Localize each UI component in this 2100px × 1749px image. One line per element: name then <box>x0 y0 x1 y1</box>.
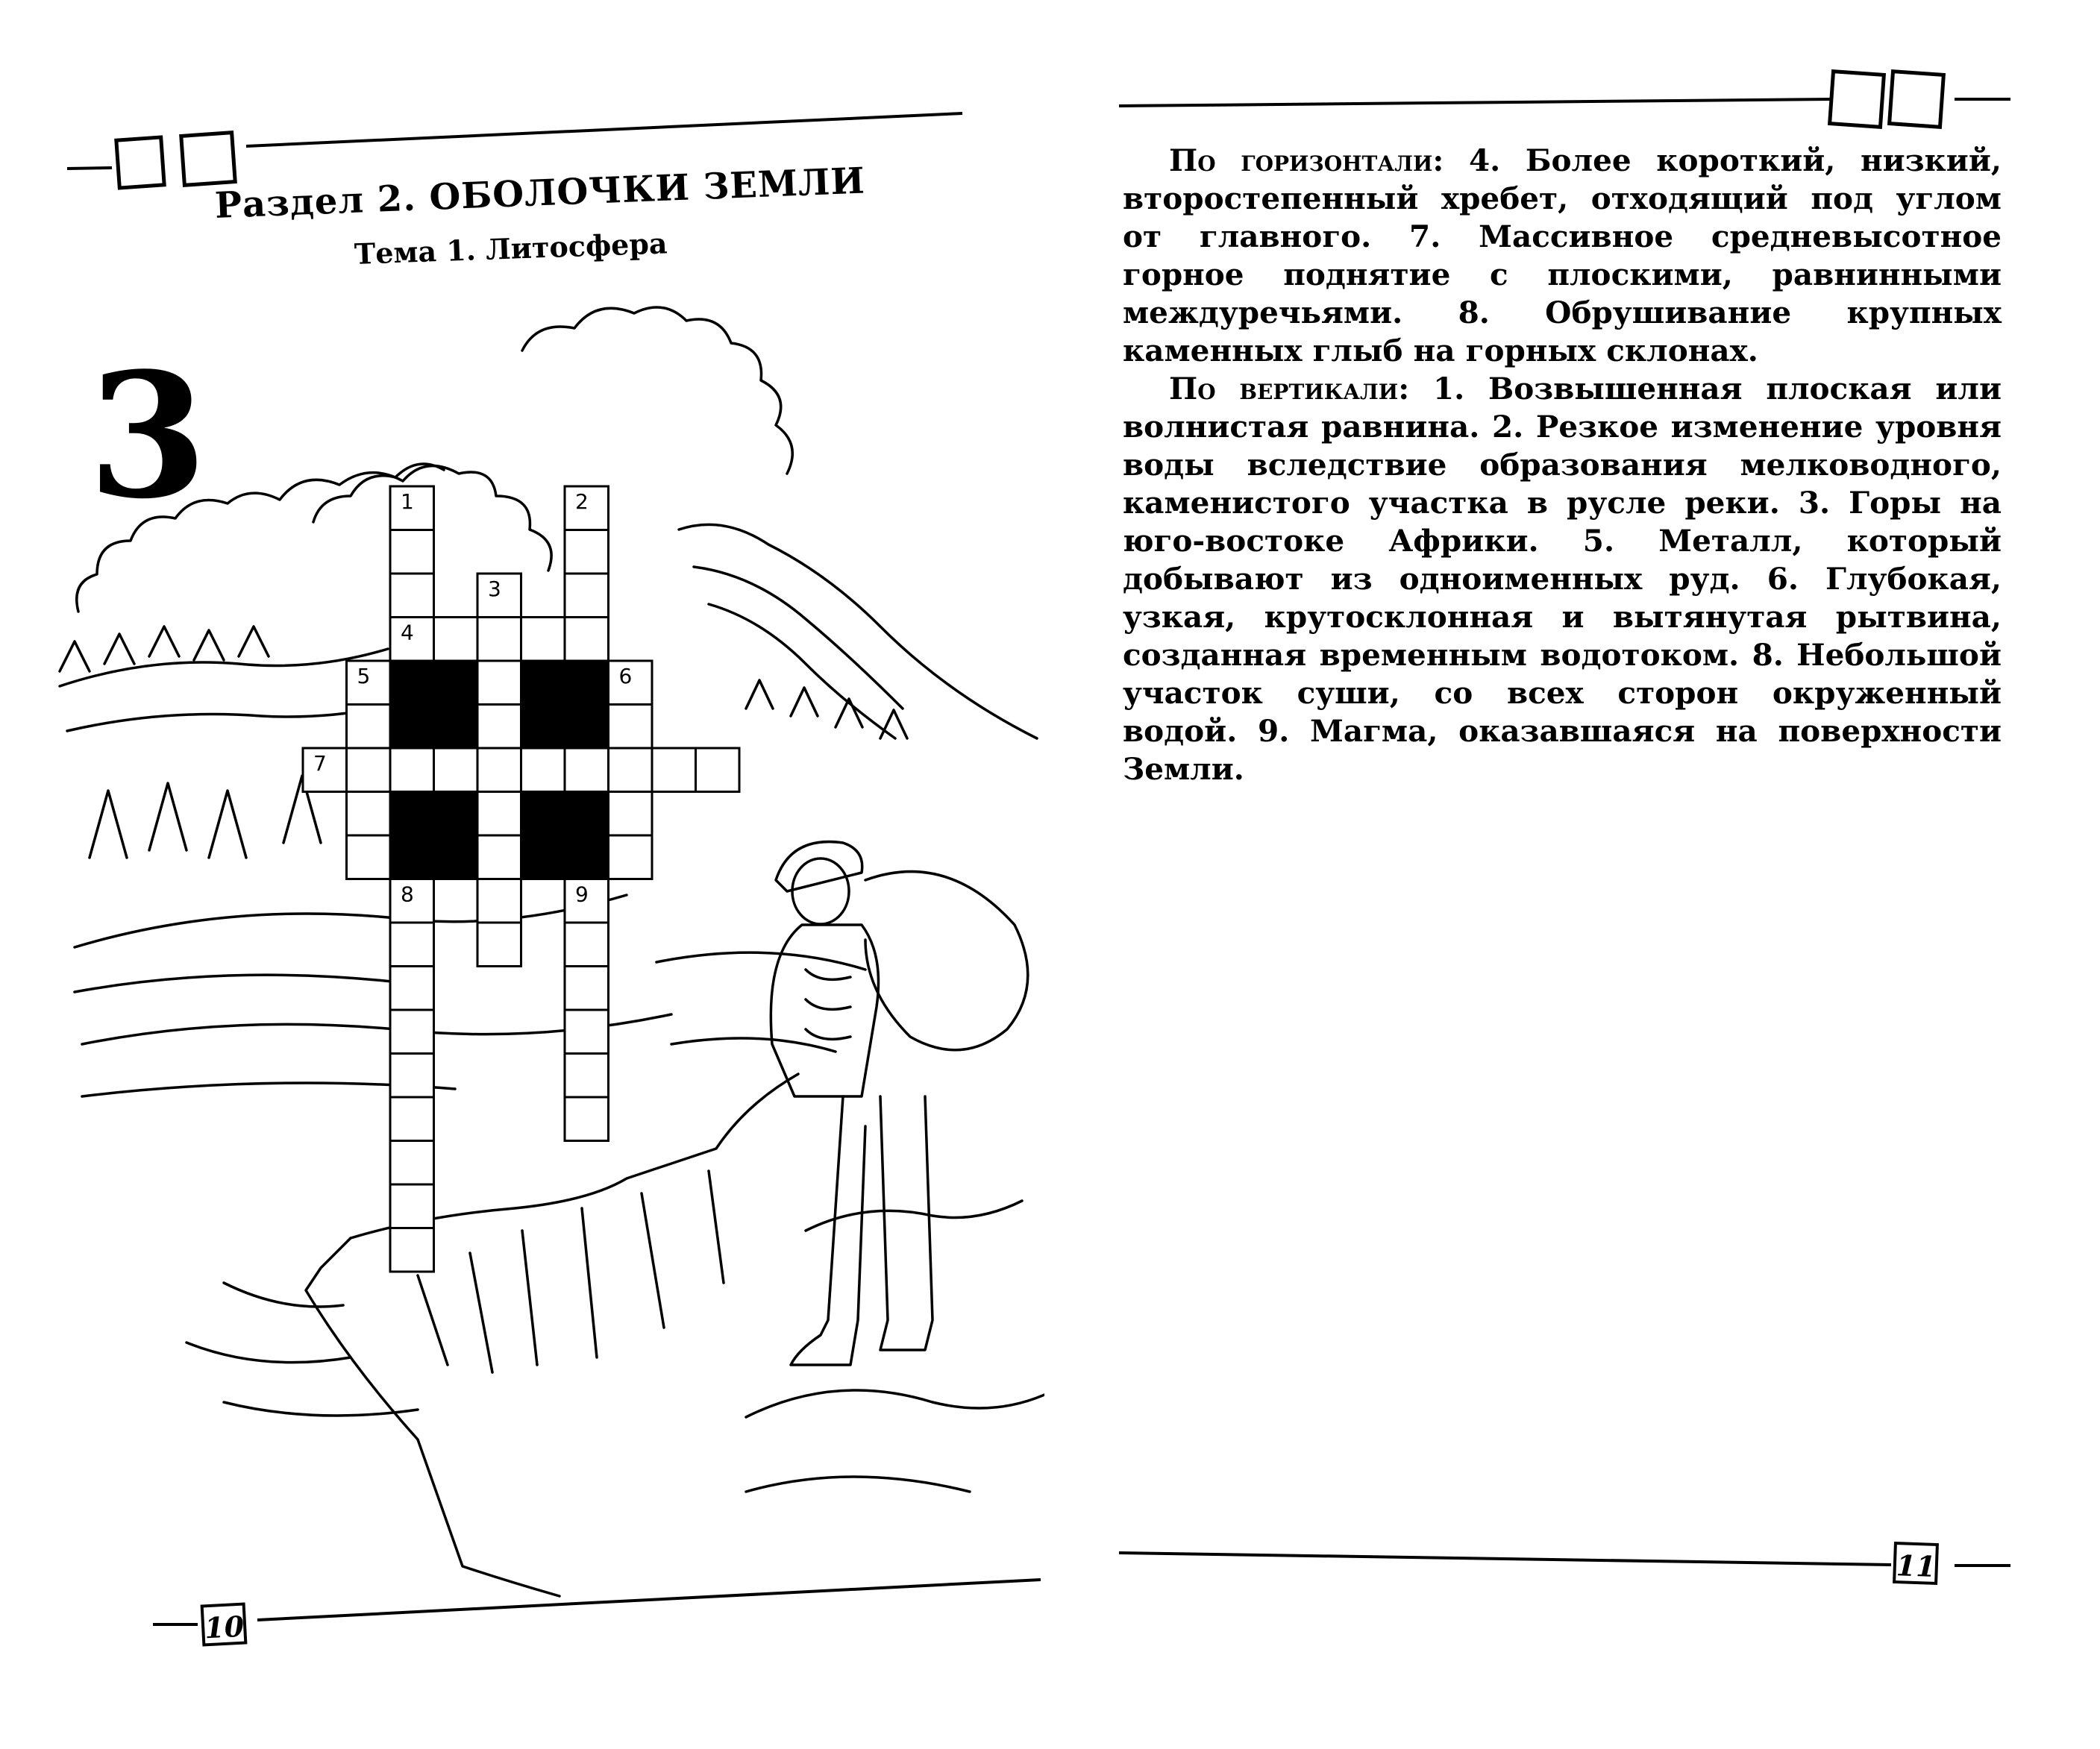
crossword-clue-number: 2 <box>575 489 589 514</box>
crossword-cell[interactable] <box>609 835 653 879</box>
crossword-block-cell <box>565 705 609 749</box>
crossword-block-cell <box>434 661 478 705</box>
crossword-cell[interactable] <box>347 705 391 749</box>
crossword-cell[interactable] <box>477 879 521 923</box>
vertical-heading: По вертикали: <box>1169 371 1410 406</box>
crossword-grid <box>303 486 739 1272</box>
crossword-clue-number: 9 <box>575 882 589 907</box>
crossword-clue-number: 8 <box>401 882 414 907</box>
crossword-cell[interactable] <box>477 835 521 879</box>
crossword-cell[interactable] <box>565 1010 609 1054</box>
crossword-cell[interactable] <box>521 618 565 662</box>
crossword-cell[interactable] <box>347 835 391 879</box>
crossword-cell[interactable] <box>477 705 521 749</box>
crossword-cell[interactable] <box>609 748 653 792</box>
crossword-cell[interactable] <box>477 792 521 836</box>
crossword-cell[interactable] <box>696 748 740 792</box>
clues-text <box>1123 142 2002 788</box>
crossword-block-cell <box>565 792 609 836</box>
crossword-cell[interactable] <box>390 923 434 967</box>
crossword-block-cell <box>521 835 565 879</box>
crossword-cell[interactable] <box>347 792 391 836</box>
crossword-cell[interactable] <box>390 1141 434 1185</box>
crossword-cell[interactable] <box>609 792 653 836</box>
crossword-cell[interactable] <box>347 748 391 792</box>
illustration <box>0 0 1044 1749</box>
crossword-block-cell <box>390 705 434 749</box>
crossword-cell[interactable] <box>565 1097 609 1141</box>
crossword-clue-number: 6 <box>618 664 633 688</box>
horizontal-heading: По горизонтали: <box>1169 142 1444 178</box>
crossword-cell[interactable] <box>565 967 609 1011</box>
page-number-left: 10 <box>201 1602 248 1646</box>
crossword-cell[interactable] <box>652 748 696 792</box>
crossword-cell[interactable] <box>390 967 434 1011</box>
crossword-cell[interactable] <box>477 923 521 967</box>
crossword-block-cell <box>434 792 478 836</box>
horizontal-clues: 4. Более короткий, низкий, второстепенный хребет, отходящий под углом от главного. 7. Массивное средневысотное горное поднятие с плоскими, равнинными междуречьями. 8. Обрушивание крупных каменных глыб на горных склонах. <box>1123 142 2002 368</box>
crossword-block-cell <box>390 835 434 879</box>
crossword-cell[interactable] <box>434 748 478 792</box>
crossword-block-cell <box>521 792 565 836</box>
header-square-3 <box>1830 72 1884 128</box>
crossword-cell[interactable] <box>609 705 653 749</box>
crossword-cell[interactable] <box>390 1054 434 1098</box>
page-number-right: 11 <box>1893 1542 1939 1585</box>
crossword-cell[interactable] <box>565 618 609 662</box>
crossword-block-cell <box>521 705 565 749</box>
crossword-cell[interactable] <box>390 1184 434 1228</box>
right-page <box>1059 0 2100 1749</box>
clues-horizontal <box>1123 142 2002 370</box>
crossword-cell[interactable] <box>565 748 609 792</box>
clues-vertical <box>1123 370 2002 788</box>
crossword-cell[interactable] <box>477 748 521 792</box>
crossword-cell[interactable] <box>565 574 609 618</box>
crossword-cell[interactable] <box>477 661 521 705</box>
crossword-cell[interactable] <box>390 574 434 618</box>
section-title: Раздел 2. ОБОЛОЧКИ ЗЕМЛИ <box>213 160 866 227</box>
crossword-cell[interactable] <box>390 1228 434 1272</box>
crossword-block-cell <box>565 661 609 705</box>
hiker-figure <box>771 842 1027 1365</box>
header-square-4 <box>1890 72 1944 128</box>
crossword-number: 3 <box>88 336 208 537</box>
landscape-drawing <box>60 307 1044 1596</box>
crossword-clue-number: 7 <box>313 751 327 776</box>
crossword-cell[interactable] <box>390 1097 434 1141</box>
crossword-block-cell <box>390 661 434 705</box>
crossword-cell[interactable] <box>434 618 478 662</box>
crossword-cell[interactable] <box>565 1054 609 1098</box>
crossword-cell[interactable] <box>477 618 521 662</box>
crossword-block-cell <box>434 705 478 749</box>
crossword-block-cell <box>521 661 565 705</box>
crossword-clue-number: 3 <box>488 577 501 601</box>
crossword-block-cell <box>565 835 609 879</box>
crossword-cell[interactable] <box>390 748 434 792</box>
crossword-clue-number: 4 <box>401 620 414 645</box>
left-page <box>0 0 1044 1749</box>
crossword-clue-number: 5 <box>357 664 371 688</box>
crossword-block-cell <box>390 792 434 836</box>
crossword-cell[interactable] <box>565 923 609 967</box>
vertical-clues: 1. Возвышенная плоская или волнистая равнина. 2. Резкое изменение уровня воды вследствие образования мелководного, каменистого участка в русле реки. 3. Горы на юго-востоке Африки. 5. Металл, который добывают из одноименных руд. 6. Глубокая, узкая, крутосклонная и вытянутая рытвина, созданная временным водотоком. 8. Небольшой участок суши, со всех сторон окруженный водой. 9. Магма, оказавшаяся на поверхности Земли. <box>1123 371 2002 787</box>
crossword-cell[interactable] <box>521 748 565 792</box>
crossword-cell[interactable] <box>390 1010 434 1054</box>
topic-title: Тема 1. Литосфера <box>354 226 668 271</box>
crossword-cell[interactable] <box>390 530 434 574</box>
crossword-cell[interactable] <box>565 530 609 574</box>
crossword-clue-number: 1 <box>401 489 414 514</box>
crossword-block-cell <box>434 835 478 879</box>
